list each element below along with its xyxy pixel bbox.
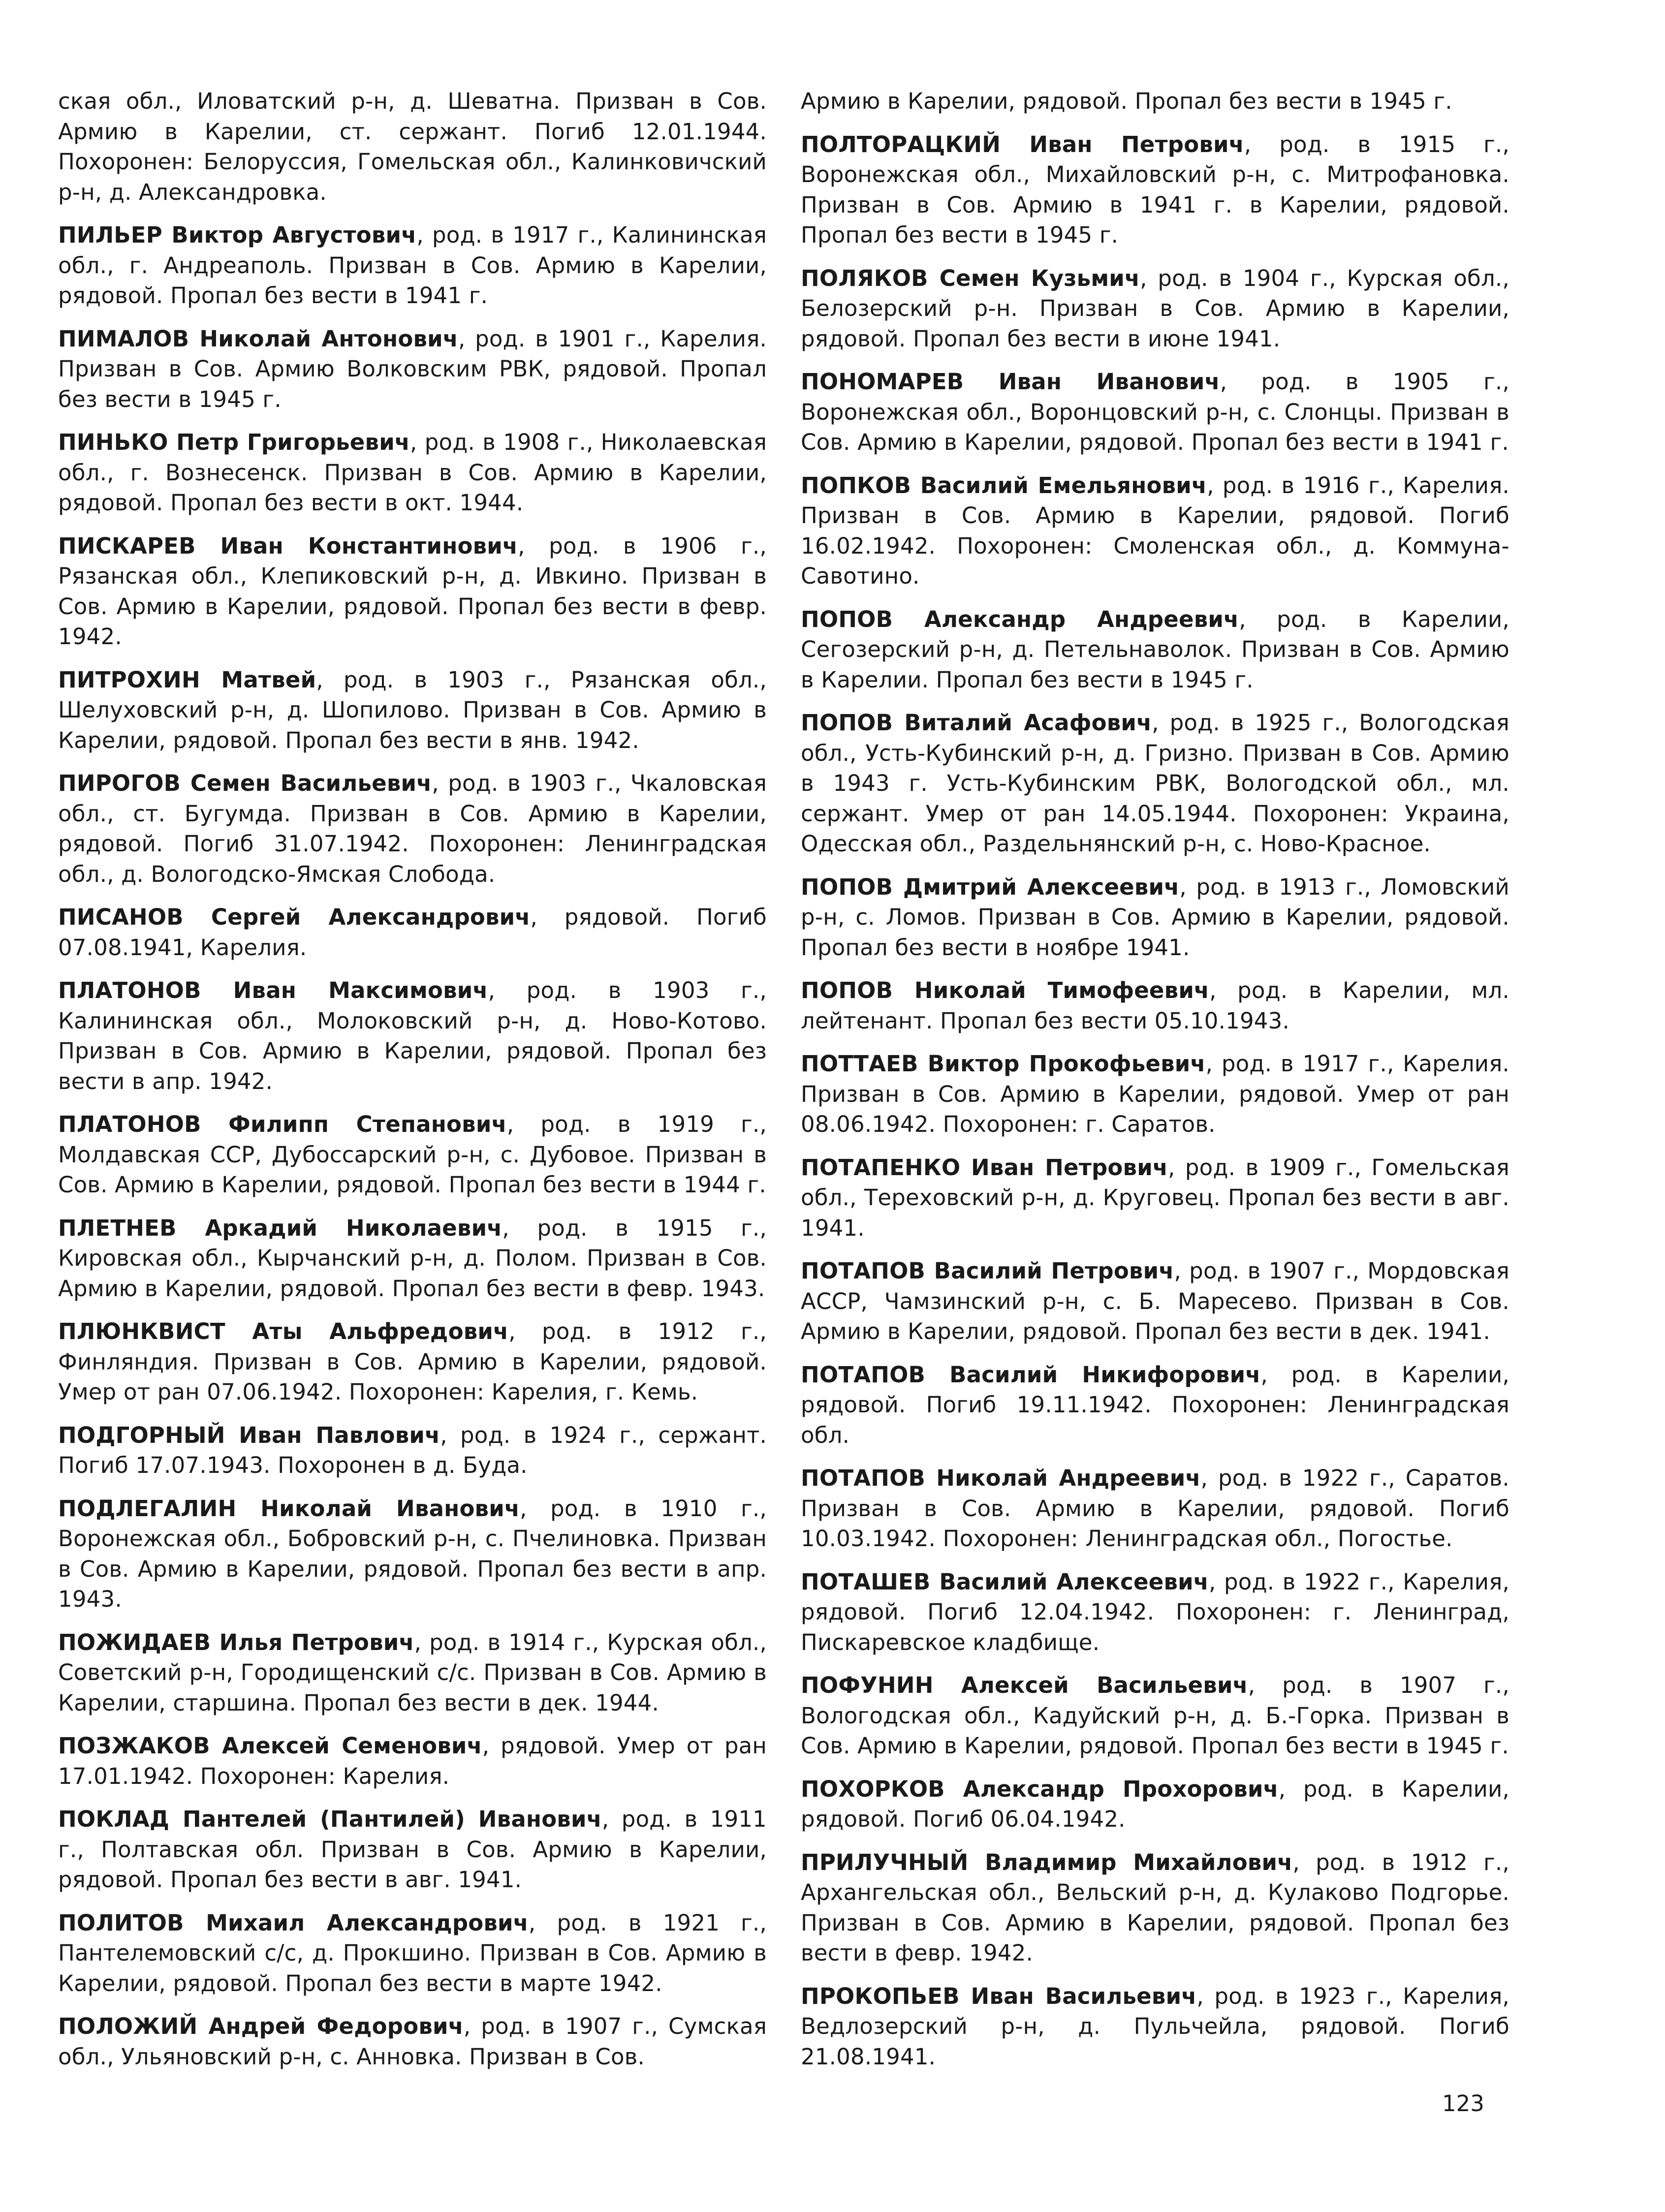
list-item bbox=[58, 1494, 767, 1615]
entry-name: ПОЛОЖИЙ Андрей Федорович bbox=[58, 2013, 464, 2039]
entry-name: ПОЖИДАЕВ Илья Петрович bbox=[58, 1629, 414, 1655]
list-item bbox=[801, 1774, 1509, 1835]
list-item bbox=[801, 1360, 1509, 1451]
entry-text: , род. в 1925 г., Вологодская обл., Усть-Кубинский р-н, д. Гризно. Призван в Сов. Армию в 1943 г. Усть-Кубинским РВК, Вологодской обл., мл. сержант. Умер от ран 14.05.1944. Похоронен: Украина, Одесская обл., Раздельнянский р-н, с. Ново-Красное. bbox=[801, 710, 1509, 857]
entry-text: , род. в 1906 г., Рязанская обл., Клепиковский р-н, д. Ивкино. Призван в Сов. Армию в Карелии, рядовой. Пропал без вести в февр. 1942. bbox=[58, 532, 767, 650]
list-item bbox=[801, 604, 1509, 695]
list-item bbox=[58, 1731, 767, 1791]
entry-text: , род. в 1919 г., Молдавская ССР, Дубоссарский р-н, с. Дубовое. Призван в Сов. Армию в Карелии, рядовой. Пропал без вести в 1944 г. bbox=[58, 1111, 767, 1198]
entry-text: ская обл., Иловатский р-н, д. Шеватна. Призван в Сов. Армию в Карелии, ст. сержант. Погиб 12.01.1944. Похоронен: Белоруссия, Гомельская обл., Калинковичский р-н, д. Александровка. bbox=[58, 88, 767, 205]
entry-name: ПОНОМАРЕВ Иван Иванович bbox=[801, 369, 1220, 395]
entry-text: , род. в 1921 г., Пантелемовский с/с, д. Прокшино. Призван в Сов. Армию в Карелии, рядовой. Пропал без вести в марте 1942. bbox=[58, 1909, 767, 1996]
entry-name: ПРОКОПЬЕВ Иван Васильевич bbox=[801, 1983, 1197, 2009]
list-item bbox=[58, 427, 767, 518]
list-item bbox=[801, 1256, 1509, 1347]
entry-name: ПОТАПОВ Николай Андреевич bbox=[801, 1465, 1201, 1491]
list-item bbox=[58, 1627, 767, 1718]
entry-name: ПОПКОВ Василий Емельянович bbox=[801, 472, 1207, 498]
entry-name: ПОПОВ Николай Тимофеевич bbox=[801, 977, 1210, 1003]
entry-name: ПОКЛАД Пантелей (Пантилей) Иванович bbox=[58, 1806, 602, 1832]
list-item bbox=[58, 1213, 767, 1304]
list-item bbox=[801, 1847, 1509, 1968]
list-item bbox=[58, 665, 767, 756]
entry-text: , род. в 1911 г., Полтавская обл. Призван в Сов. Армию в Карелии, рядовой. Пропал без вести в авг. 1941. bbox=[58, 1806, 767, 1893]
entry-name: ПОТАПОВ Василий Петрович bbox=[801, 1258, 1174, 1284]
entry-text: , род. в 1916 г., Карелия. Призван в Сов. Армию в Карелии, рядовой. Погиб 16.02.1942. Похоронен: Смоленская обл., д. Коммуна-Савотино. bbox=[801, 472, 1509, 589]
entry-name: ПЛЕТНЕВ Аркадий Николаевич bbox=[58, 1215, 503, 1241]
list-item bbox=[801, 1670, 1509, 1761]
entry-text: , род. в 1901 г., Карелия. Призван в Сов. Армию Волковским РВК, рядовой. Пропал без вести в 1945 г. bbox=[58, 325, 767, 412]
left-column bbox=[58, 86, 767, 2085]
entry-text: , род. в 1915 г., Кировская обл., Кырчанский р-н, д. Полом. Призван в Сов. Армию в Карелии, рядовой. Пропал без вести в февр. 1943. bbox=[58, 1215, 767, 1302]
list-item bbox=[801, 1153, 1509, 1244]
entry-text: , рядовой. Погиб 07.08.1941, Карелия. bbox=[58, 904, 767, 961]
entry-name: ПОДЛЕГАЛИН Николай Иванович bbox=[58, 1495, 520, 1522]
entry-text: , род. в 1907 г., Сумская обл., Ульяновский р-н, с. Анновка. Призван в Сов. bbox=[58, 2013, 767, 2070]
list-item bbox=[58, 531, 767, 652]
entry-name: ПИСАНОВ Сергей Александрович bbox=[58, 904, 531, 930]
entry-text: , род. в 1912 г., Финляндия. Призван в Сов. Армию в Карелии, рядовой. Умер от ран 07.06.1942. Похоронен: Карелия, г. Кемь. bbox=[58, 1318, 767, 1405]
page-number: 123 bbox=[1442, 2090, 1484, 2117]
entry-name: ПИРОГОВ Семен Васильевич bbox=[58, 770, 432, 796]
entry-name: ПРИЛУЧНЫЙ Владимир Михайлович bbox=[801, 1849, 1293, 1875]
entry-name: ПИСКАРЕВ Иван Константинович bbox=[58, 532, 518, 559]
list-item bbox=[58, 86, 767, 207]
entry-text: , род. в 1917 г., Калининская обл., г. Андреаполь. Призван в Сов. Армию в Карелии, рядовой. Пропал без вести в 1941 г. bbox=[58, 222, 767, 309]
entry-text: , рядовой. Умер от ран 17.01.1942. Похоронен: Карелия. bbox=[58, 1733, 767, 1789]
list-item bbox=[58, 768, 767, 889]
list-item bbox=[58, 902, 767, 963]
entry-text: , род. в 1905 г., Воронежская обл., Воронцовский р-н, с. Слонцы. Призван в Сов. Армию в Карелии, рядовой. Пропал без вести в 1941 г. bbox=[801, 369, 1509, 455]
list-item bbox=[58, 975, 767, 1096]
entry-text: , род. в 1904 г., Курская обл., Белозерский р-н. Призван в Сов. Армию в Карелии, рядовой. Пропал без вести в июне 1941. bbox=[801, 265, 1509, 352]
entry-name: ПИТРОХИН Матвей bbox=[58, 666, 316, 693]
entry-text: , род. в 1924 г., сержант. Погиб 17.07.1943. Похоронен в д. Буда. bbox=[58, 1422, 767, 1478]
entry-name: ПОТАПОВ Василий Никифорович bbox=[801, 1361, 1261, 1388]
entry-name: ПОПОВ Виталий Асафович bbox=[801, 710, 1152, 736]
entry-text: , род. в 1913 г., Ломовский р-н, с. Ломов. Призван в Сов. Армию в Карелии, рядовой. Пропал без вести в ноябре 1941. bbox=[801, 873, 1509, 961]
entry-name: ПОТТАЕВ Виктор Прокофьевич bbox=[801, 1051, 1206, 1077]
entry-name: ПОПОВ Александр Андреевич bbox=[801, 606, 1239, 632]
list-item bbox=[58, 1420, 767, 1481]
entry-text: , род. в Карелии, мл. лейтенант. Пропал без вести 05.10.1943. bbox=[801, 977, 1509, 1034]
entry-text: , род. в 1907 г., Мордовская АССР, Чамзинский р-н, с. Б. Маресево. Призван в Сов. Армию в Карелии, рядовой. Пропал без вести в дек. 1941. bbox=[801, 1258, 1509, 1344]
entry-name: ПИНЬКО Петр Григорьевич bbox=[58, 429, 410, 455]
right-column bbox=[801, 86, 1509, 2085]
list-item bbox=[801, 872, 1509, 963]
entry-name: ПОТАШЕВ Василий Алексеевич bbox=[801, 1568, 1209, 1595]
list-item bbox=[801, 470, 1509, 592]
entry-text: , род. в 1907 г., Вологодская обл., Кадуйский р-н, д. Б.-Горка. Призван в Сов. Армию в Карелии, рядовой. Пропал без вести в 1945 г. bbox=[801, 1672, 1509, 1759]
list-item bbox=[801, 263, 1509, 354]
list-item bbox=[801, 708, 1509, 859]
entry-text: , род. в Карелии, рядовой. Погиб 06.04.1942. bbox=[801, 1776, 1510, 1832]
entry-text: , род. в 1903 г., Калининская обл., Молоковский р-н, д. Ново-Котово. Призван в Сов. Армию в Карелии, рядовой. Пропал без вести в апр. 1942. bbox=[58, 977, 767, 1094]
entry-text: , род. в 1909 г., Гомельская обл., Тереховский р-н, д. Круговец. Пропал без вести в авг. 1941. bbox=[801, 1154, 1509, 1241]
list-item bbox=[58, 1908, 767, 1999]
entry-name: ПОФУНИН Алексей Васильевич bbox=[801, 1672, 1248, 1698]
entry-text: , род. в 1922 г., Саратов. Призван в Сов. Армию в Карелии, рядовой. Погиб 10.03.1942. Похоронен: Ленинградская обл., Погостье. bbox=[801, 1465, 1509, 1552]
entry-text: , род. в Карелии, Сегозерский р-н, д. Петельнаволок. Призван в Сов. Армию в Карелии. Пропал без вести в 1945 г. bbox=[801, 606, 1509, 693]
entry-name: ПЛЮНКВИСТ Аты Альфредович bbox=[58, 1318, 509, 1344]
list-item bbox=[801, 1049, 1509, 1140]
entry-text: , род. в 1910 г., Воронежская обл., Бобровский р-н, с. Пчелиновка. Призван в Сов. Армию в Карелии, рядовой. Пропал без вести в апр. 1943. bbox=[58, 1495, 767, 1612]
entry-name: ПОЛИТОВ Михаил Александрович bbox=[58, 1909, 529, 1936]
entry-text: , род. в 1908 г., Николаевская обл., г. Вознесенск. Призван в Сов. Армию в Карелии, рядовой. Пропал без вести в окт. 1944. bbox=[58, 429, 767, 516]
list-item bbox=[58, 324, 767, 415]
entry-name: ПОЛТОРАЦКИЙ Иван Петрович bbox=[801, 131, 1244, 157]
entry-name: ПОТАПЕНКО Иван Петрович bbox=[801, 1154, 1168, 1181]
list-item bbox=[801, 1981, 1509, 2072]
entry-text: , род. в 1922 г., Карелия, рядовой. Погиб 12.04.1942. Похоронен: г. Ленинград, Пискаревское кладбище. bbox=[801, 1568, 1509, 1655]
entry-name: ПИЛЬЕР Виктор Августович bbox=[58, 222, 417, 248]
list-item bbox=[58, 1109, 767, 1200]
list-item bbox=[58, 220, 767, 311]
entry-name: ПОПОВ Дмитрий Алексеевич bbox=[801, 873, 1180, 900]
entry-text: , род. в 1912 г., Архангельская обл., Вельский р-н, д. Кулаково Подгорье. Призван в Сов. Армию в Карелии, рядовой. Пропал без вести в февр. 1942. bbox=[801, 1849, 1509, 1966]
list-item bbox=[801, 129, 1509, 250]
entry-name: ПЛАТОНОВ Филипп Степанович bbox=[58, 1111, 507, 1137]
entry-name: ПОЛЯКОВ Семен Кузьмич bbox=[801, 265, 1140, 291]
list-item bbox=[58, 2011, 767, 2072]
list-item bbox=[801, 975, 1509, 1036]
entry-name: ПИМАЛОВ Николай Антонович bbox=[58, 325, 458, 352]
entry-text: Армию в Карелии, рядовой. Пропал без вести в 1945 г. bbox=[801, 88, 1452, 114]
entry-text: , род. в 1923 г., Карелия, Ведлозерский р-н, д. Пульчейла, рядовой. Погиб 21.08.1941. bbox=[801, 1983, 1509, 2070]
entry-text: , род. в 1917 г., Карелия. Призван в Сов. Армию в Карелии, рядовой. Умер от ран 08.06.1942. Похоронен: г. Саратов. bbox=[801, 1051, 1509, 1137]
list-item bbox=[58, 1316, 767, 1407]
entry-text: , род. в 1914 г., Курская обл., Советский р-н, Городищенский с/с. Призван в Сов. Армию в Карелии, старшина. Пропал без вести в дек. 1944. bbox=[58, 1629, 767, 1716]
entry-name: ПОЗЖАКОВ Алексей Семенович bbox=[58, 1733, 482, 1759]
entry-text: , род. в 1915 г., Воронежская обл., Михайловский р-н, с. Митрофановка. Призван в Сов. Армию в 1941 г. в Карелии, рядовой. Пропал без вести в 1945 г. bbox=[801, 131, 1509, 248]
entry-name: ПОХОРКОВ Александр Прохорович bbox=[801, 1776, 1279, 1802]
entry-text: , род. в 1903 г., Рязанская обл., Шелуховский р-н, д. Шопилово. Призван в Сов. Армию в Карелии, рядовой. Пропал без вести в янв. 1942. bbox=[58, 666, 767, 753]
entry-name: ПЛАТОНОВ Иван Максимович bbox=[58, 977, 488, 1003]
entry-text: , род. в 1903 г., Чкаловская обл., ст. Бугумда. Призван в Сов. Армию в Карелии, рядовой. Погиб 31.07.1942. Похоронен: Ленинградская обл., д. Вологодско-Ямская Слобода. bbox=[58, 770, 767, 887]
list-item bbox=[801, 86, 1509, 117]
list-item bbox=[801, 1567, 1509, 1658]
list-item bbox=[801, 367, 1509, 458]
list-item bbox=[801, 1463, 1509, 1554]
entry-text: , род. в Карелии, рядовой. Погиб 19.11.1942. Похоронен: Ленинградская обл. bbox=[801, 1361, 1509, 1448]
list-item bbox=[58, 1804, 767, 1895]
entry-name: ПОДГОРНЫЙ Иван Павлович bbox=[58, 1422, 440, 1448]
